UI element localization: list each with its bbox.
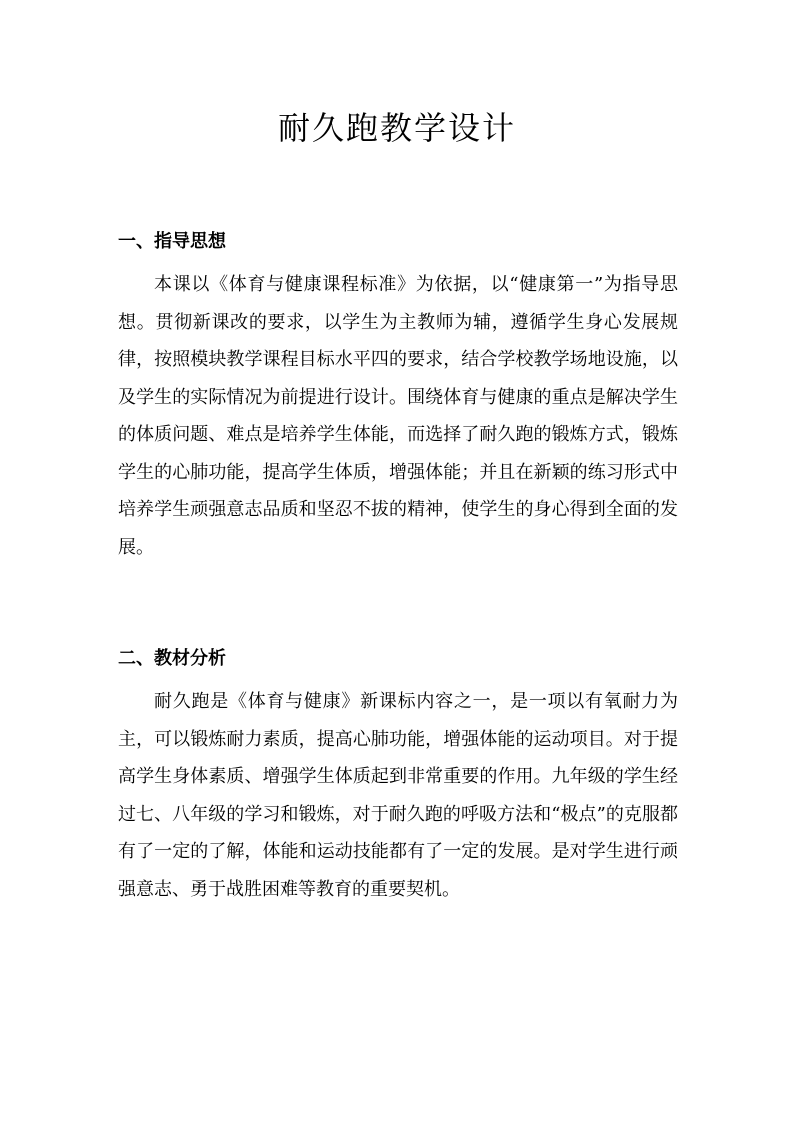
document-title: 耐久跑教学设计 bbox=[277, 109, 516, 147]
section-heading-guiding-ideology: 一、指导思想 bbox=[118, 231, 226, 252]
section-paragraph-guiding-ideology: 本课以《体育与健康课程标准》为依据，以“健康第一”为指导思想。贯彻新课改的要求，以学生为主教师为辅，遵循学生身心发展规律，按照模块教学课程目标水平四的要求，结合学校教学场地设施，以及学生的实际情况为前提进行设计。围绕体育与健康的重点是解决学生的体质问题、难点是培养学生体能，而选择了耐久跑的锻炼方式，锻炼学生的心肺功能，提高学生体质，增强体能；并且在新颖的练习形式中培养学生顽强意志品质和坚忍不拔的精神，使学生的身心得到全面的发展。 bbox=[118, 274, 678, 558]
section-paragraph-material-analysis: 耐久跑是《体育与健康》新课标内容之一，是一项以有氧耐力为主，可以锻炼耐力素质，提高心肺功能，增强体能的运动项目。对于提高学生身体素质、增强学生体质起到非常重要的作用。九年级的学生经过七、八年级的学习和锻炼，对于耐久跑的呼吸方法和“极点”的克服都有了一定的了解，体能和运动技能都有了一定的发展。是对学生进行顽强意志、勇于战胜困难等教育的重要契机。 bbox=[118, 691, 678, 900]
section-heading-material-analysis: 二、教材分析 bbox=[118, 648, 226, 669]
